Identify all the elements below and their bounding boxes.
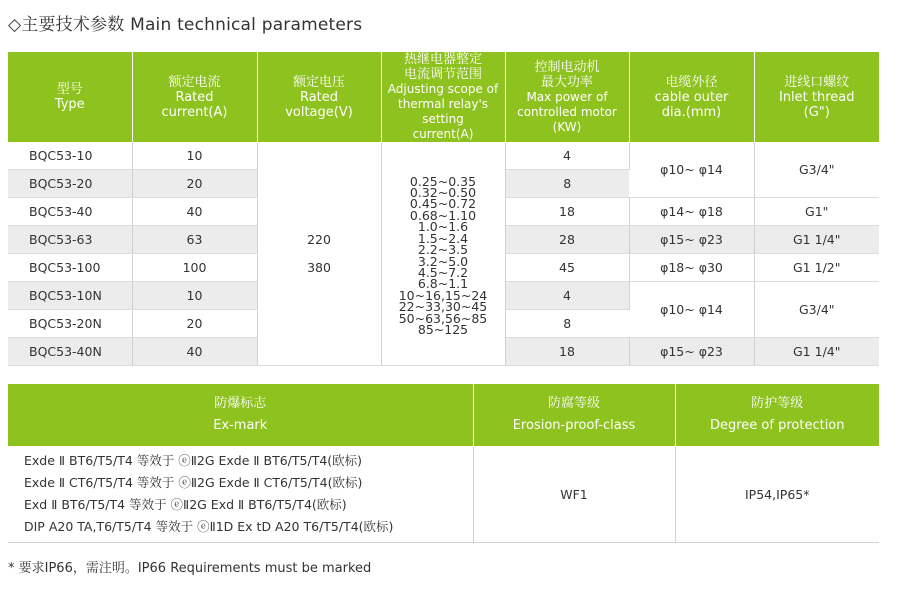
parameters-table bbox=[8, 52, 879, 366]
protection-table bbox=[8, 384, 879, 543]
power-cell: 18 bbox=[505, 338, 629, 366]
type-cell: BQC53-10 bbox=[8, 142, 132, 170]
header-rated-voltage: 额定电压 Rated voltage(V) bbox=[257, 52, 381, 142]
cable-cell: φ15~ φ23 bbox=[629, 338, 754, 366]
current-cell: 63 bbox=[132, 226, 257, 254]
cable-cell: φ15~ φ23 bbox=[629, 226, 754, 254]
header-rated-current: 额定电流 Rated current(A) bbox=[132, 52, 257, 142]
power-cell: 45 bbox=[505, 254, 629, 282]
header-max-power: 控制电动机 最大功率 Max power of controlled motor (KW) bbox=[505, 52, 629, 142]
type-cell: BQC53-20 bbox=[8, 170, 132, 198]
thread-cell: G3/4" bbox=[754, 142, 879, 198]
footnote: * 要求IP66，需注明。IP66 Requirements must be marked bbox=[8, 561, 372, 576]
protection-degree-cell: IP54,IP65* bbox=[675, 446, 879, 543]
current-cell: 20 bbox=[132, 310, 257, 338]
section-title: ◇主要技术参数 Main technical parameters bbox=[8, 15, 363, 35]
current-cell: 100 bbox=[132, 254, 257, 282]
power-cell: 28 bbox=[505, 226, 629, 254]
type-cell: BQC53-100 bbox=[8, 254, 132, 282]
ex-mark-line: Exde Ⅱ CT6/T5/T4 等效于 ⓔⅡ2G Exde Ⅱ CT6/T5/T4(欧标) bbox=[24, 475, 363, 490]
power-cell: 4 bbox=[505, 282, 629, 310]
type-cell: BQC53-10N bbox=[8, 282, 132, 310]
power-cell: 18 bbox=[505, 198, 629, 226]
table-row bbox=[8, 142, 879, 170]
ex-mark-line: Exde Ⅱ BT6/T5/T4 等效于 ⓔⅡ2G Exde Ⅱ BT6/T5/T4(欧标) bbox=[24, 453, 363, 468]
voltage-cell: 220 380 bbox=[257, 142, 381, 366]
ex-mark-line: Exd Ⅱ BT6/T5/T4 等效于 ⓔⅡ2G Exd Ⅱ BT6/T5/T4(欧标) bbox=[24, 497, 347, 512]
cable-cell: φ14~ φ18 bbox=[629, 198, 754, 226]
header-ex-mark: 防爆标志 Ex-mark bbox=[8, 384, 473, 446]
type-cell: BQC53-40N bbox=[8, 338, 132, 366]
current-cell: 10 bbox=[132, 282, 257, 310]
power-cell: 8 bbox=[505, 310, 629, 338]
thread-cell: G1" bbox=[754, 198, 879, 226]
power-cell: 4 bbox=[505, 142, 629, 170]
cable-cell: φ18~ φ30 bbox=[629, 254, 754, 282]
ex-mark-line: DIP A20 TA,T6/T5/T4 等效于 ⓔⅡ1D Ex tD A20 T6/T5/T4(欧标) bbox=[24, 519, 394, 534]
thread-cell: G1 1/4" bbox=[754, 338, 879, 366]
current-cell: 10 bbox=[132, 142, 257, 170]
type-cell: BQC53-40 bbox=[8, 198, 132, 226]
header-cable-dia: 电缆外径 cable outer dia.(mm) bbox=[629, 52, 754, 142]
current-cell: 20 bbox=[132, 170, 257, 198]
current-cell: 40 bbox=[132, 338, 257, 366]
header-erosion-class: 防腐等级 Erosion-proof-class bbox=[473, 384, 675, 446]
type-cell: BQC53-20N bbox=[8, 310, 132, 338]
cable-cell: φ10~ φ14 bbox=[629, 282, 754, 338]
type-cell: BQC53-63 bbox=[8, 226, 132, 254]
erosion-class-cell: WF1 bbox=[473, 446, 675, 543]
thread-cell: G1 1/4" bbox=[754, 226, 879, 254]
thread-cell: G3/4" bbox=[754, 282, 879, 338]
power-cell: 8 bbox=[505, 170, 629, 198]
header-inlet-thread: 进线口螺纹 Inlet thread (G") bbox=[754, 52, 879, 142]
table-row bbox=[8, 446, 879, 543]
thread-cell: G1 1/2" bbox=[754, 254, 879, 282]
ex-mark-cell bbox=[8, 446, 473, 543]
header-protection-degree: 防护等级 Degree of protection bbox=[675, 384, 879, 446]
cable-cell: φ10~ φ14 bbox=[629, 142, 754, 198]
current-cell: 40 bbox=[132, 198, 257, 226]
header-type: 型号 Type bbox=[8, 52, 132, 142]
header-adjusting-scope: 热继电器整定 电流调节范围 Adjusting scope of thermal relay's setting current(A) bbox=[381, 52, 505, 142]
adjusting-range-cell: 0.25~0.35 0.32~0.50 0.45~0.72 0.68~1.10 1.0~1.6 1.5~2.4 2.2~3.5 3.2~5.0 4.5~7.2 6.8~1.1 10~16,15~24 22~33,30~45 50~63,56~85 85~125 bbox=[381, 142, 505, 366]
